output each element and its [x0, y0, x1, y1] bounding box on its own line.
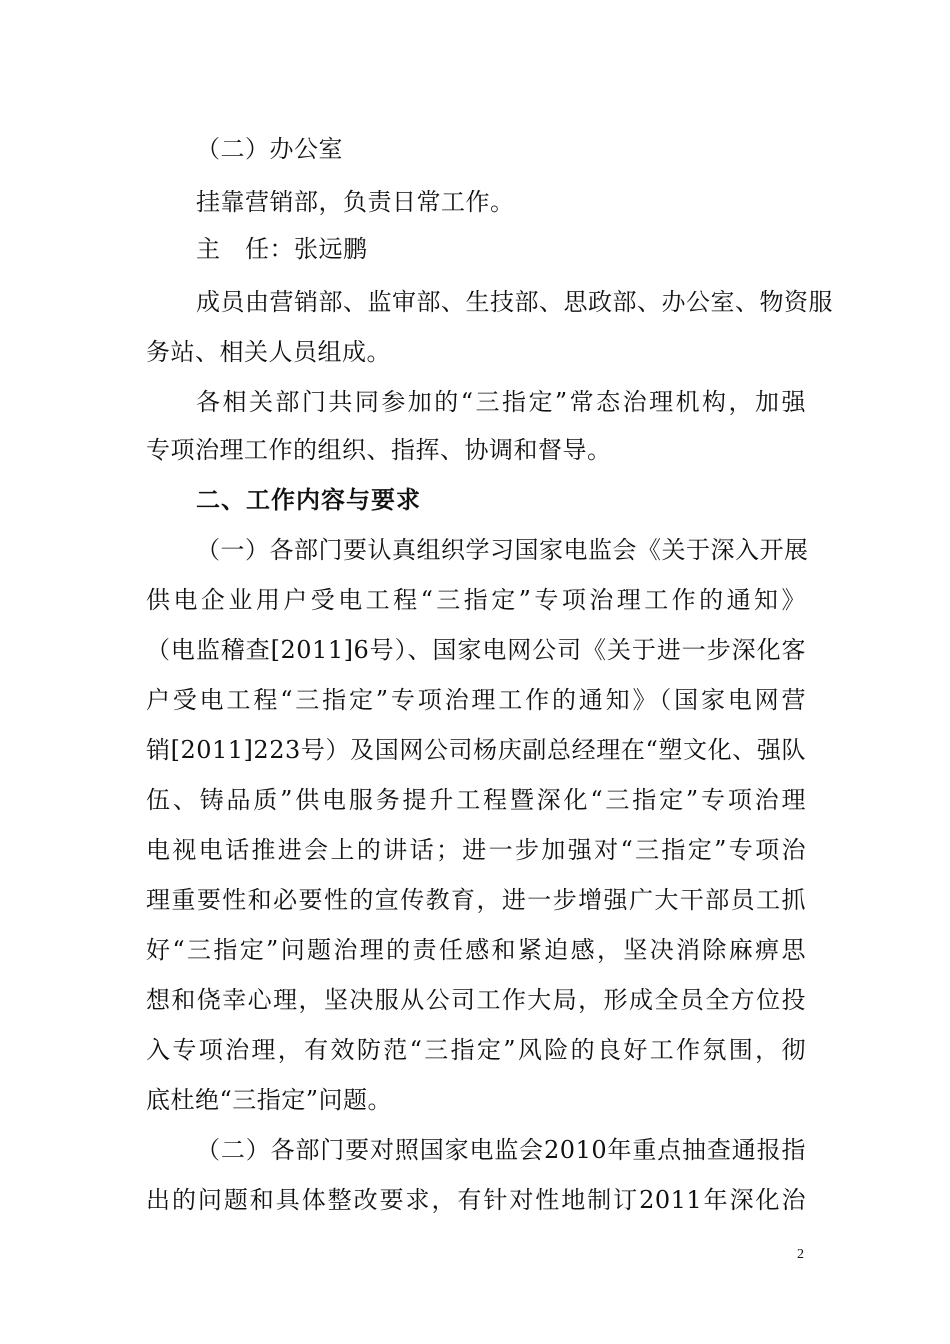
section-heading: 二、工作内容与要求: [196, 486, 421, 514]
paragraph-line: 伍、铸品质”供电服务提升工程暨深化“三指定”专项治理: [146, 786, 806, 814]
subsection-heading-office: （二）办公室: [196, 135, 343, 163]
paragraph-line: 出的问题和具体整改要求，有针对性地制订2011年深化治: [146, 1186, 806, 1214]
paragraph-line: （二）各部门要对照国家电监会2010年重点抽查通报指: [196, 1136, 806, 1164]
paragraph-line: 电视电话推进会上的讲话；进一步加强对“三指定”专项治: [146, 836, 806, 864]
director-line: 主 任：张远鹏: [196, 235, 368, 263]
paragraph-line: （电监稽查[2011]6号）、国家电网公司《关于进一步深化客: [146, 636, 806, 664]
paragraph-line: 务站、相关人员组成。: [146, 338, 391, 366]
paragraph-line: 挂靠营销部，负责日常工作。: [196, 188, 515, 216]
paragraph-line: （一）各部门要认真组织学习国家电监会《关于深入开展: [196, 536, 809, 564]
paragraph-line: 各相关部门共同参加的“三指定”常态治理机构，加强: [196, 388, 806, 416]
paragraph-line: 理重要性和必要性的宣传教育，进一步增强广大干部员工抓: [146, 886, 806, 914]
paragraph-line: 底杜绝“三指定”问题。: [146, 1086, 393, 1114]
paragraph-line: 成员由营销部、监审部、生技部、思政部、办公室、物资服: [196, 288, 833, 316]
paragraph-line: 好“三指定”问题治理的责任感和紧迫感，坚决消除麻痹思: [146, 936, 806, 964]
paragraph-line: 想和侥幸心理，坚决服从公司工作大局，形成全员全方位投: [146, 986, 806, 1014]
paragraph-line: 户受电工程“三指定”专项治理工作的通知》（国家电网营: [146, 686, 806, 714]
paragraph-line: 入专项治理，有效防范“三指定”风险的良好工作氛围，彻: [146, 1036, 806, 1064]
paragraph-line: 供电企业用户受电工程“三指定”专项治理工作的通知》: [146, 586, 806, 614]
page-number: 2: [797, 1247, 804, 1262]
paragraph-line: 销[2011]223号）及国网公司杨庆副总经理在“塑文化、强队: [146, 736, 806, 764]
paragraph-line: 专项治理工作的组织、指挥、协调和督导。: [146, 436, 612, 464]
